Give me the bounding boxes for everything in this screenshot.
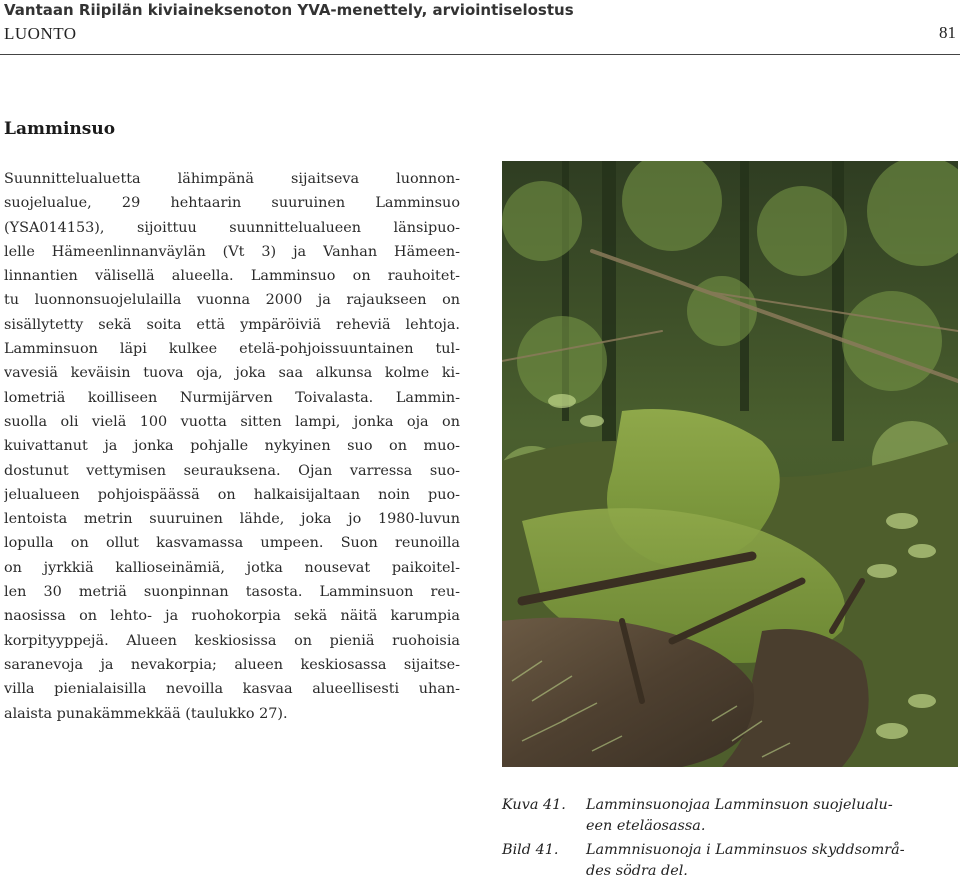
section-label: LUONTO [4,24,77,43]
paragraph-line: korpityyppejä. Alueen keskiosissa on pieniä ruohoisia [4,632,460,649]
paragraph-line: lentoista metrin suuruinen lähde, joka jo 1980-luvun [4,511,460,528]
caption-line: Lamminsuonojaa Lamminsuon suojelualu- [586,797,893,813]
paragraph-line: naosissa on lehto- ja ruohokorpia sekä näitä karumpia [4,608,460,625]
paragraph-line: dostunut vettymisen seurauksena. Ojan varressa suo- [4,462,460,479]
page-number: 81 [939,23,956,42]
caption-label-fi: Kuva 41. [502,797,566,813]
paragraph-line: suolla oli vielä 100 vuotta sitten lampi, jonka oja on [4,413,460,430]
caption-line: een eteläosassa. [586,817,706,834]
document-title: Vantaan Riipilän kiviaineksenoton YVA-menettely, arviointiselostus [4,1,574,19]
paragraph-line: alaista punakämmekkää (taulukko 27). [4,705,288,722]
figure-caption [502,795,960,881]
paragraph-line: Lamminsuon läpi kulkee etelä-pohjoissuuntainen tul- [4,341,460,358]
paragraph-line: tu luonnonsuojelulailla vuonna 2000 ja rajaukseen on [4,292,460,309]
paragraph-line: on jyrkkiä kallioseinämiä, jotka nousevat paikoitel- [4,559,460,576]
caption-label-sv: Bild 41. [502,842,559,858]
caption-line: Lammnisuonoja i Lamminsuos skyddsområ- [586,842,905,858]
paragraph-line: kuivattanut ja jonka pohjalle nykyinen suo on muo- [4,438,460,455]
paragraph-line: suojelualue, 29 hehtaarin suuruinen Lamminsuo [4,195,460,212]
caption-line: des södra del. [586,862,688,879]
paragraph-line: sisällytetty sekä soita että ympäröiviä reheviä lehtoja. [4,316,460,333]
paragraph-line: lopulla on ollut kasvamassa umpeen. Suon reunoilla [4,535,460,552]
forest-ditch-illustration [502,161,958,767]
caption-finnish [502,795,960,836]
figure-photo [502,161,958,767]
paragraph-line: (YSA014153), sijoittuu suunnittelualueen länsipuo- [4,219,460,236]
paragraph-line: saranevoja ja nevakorpia; alueen keskiosassa sijaitse- [4,656,460,673]
paragraph-line: lelle Hämeenlinnanväylän (Vt 3) ja Vanhan Hämeen- [4,243,460,260]
paragraph-line: villa pienialaisilla nevoilla kasvaa alueellisesti uhan- [4,681,460,698]
body-paragraph [4,167,460,726]
header-divider [0,54,960,55]
caption-swedish [502,840,960,881]
paragraph-line: lometriä koilliseen Nurmijärven Toivalasta. Lammin- [4,389,460,406]
paragraph-line: Suunnittelualuetta lähimpänä sijaitseva luonnon- [4,171,460,187]
paragraph-line: len 30 metriä suonpinnan tasosta. Lamminsuon reu- [4,584,460,601]
paragraph-line: vavesiä keväisin tuova oja, joka saa alkunsa kolme ki- [4,365,460,382]
paragraph-line: linnantien välisellä alueella. Lamminsuo on rauhoitet- [4,268,460,285]
paragraph-line: jelualueen pohjoispäässä on halkaisijaltaan noin puo- [4,486,460,503]
section-heading: Lamminsuo [4,119,116,139]
